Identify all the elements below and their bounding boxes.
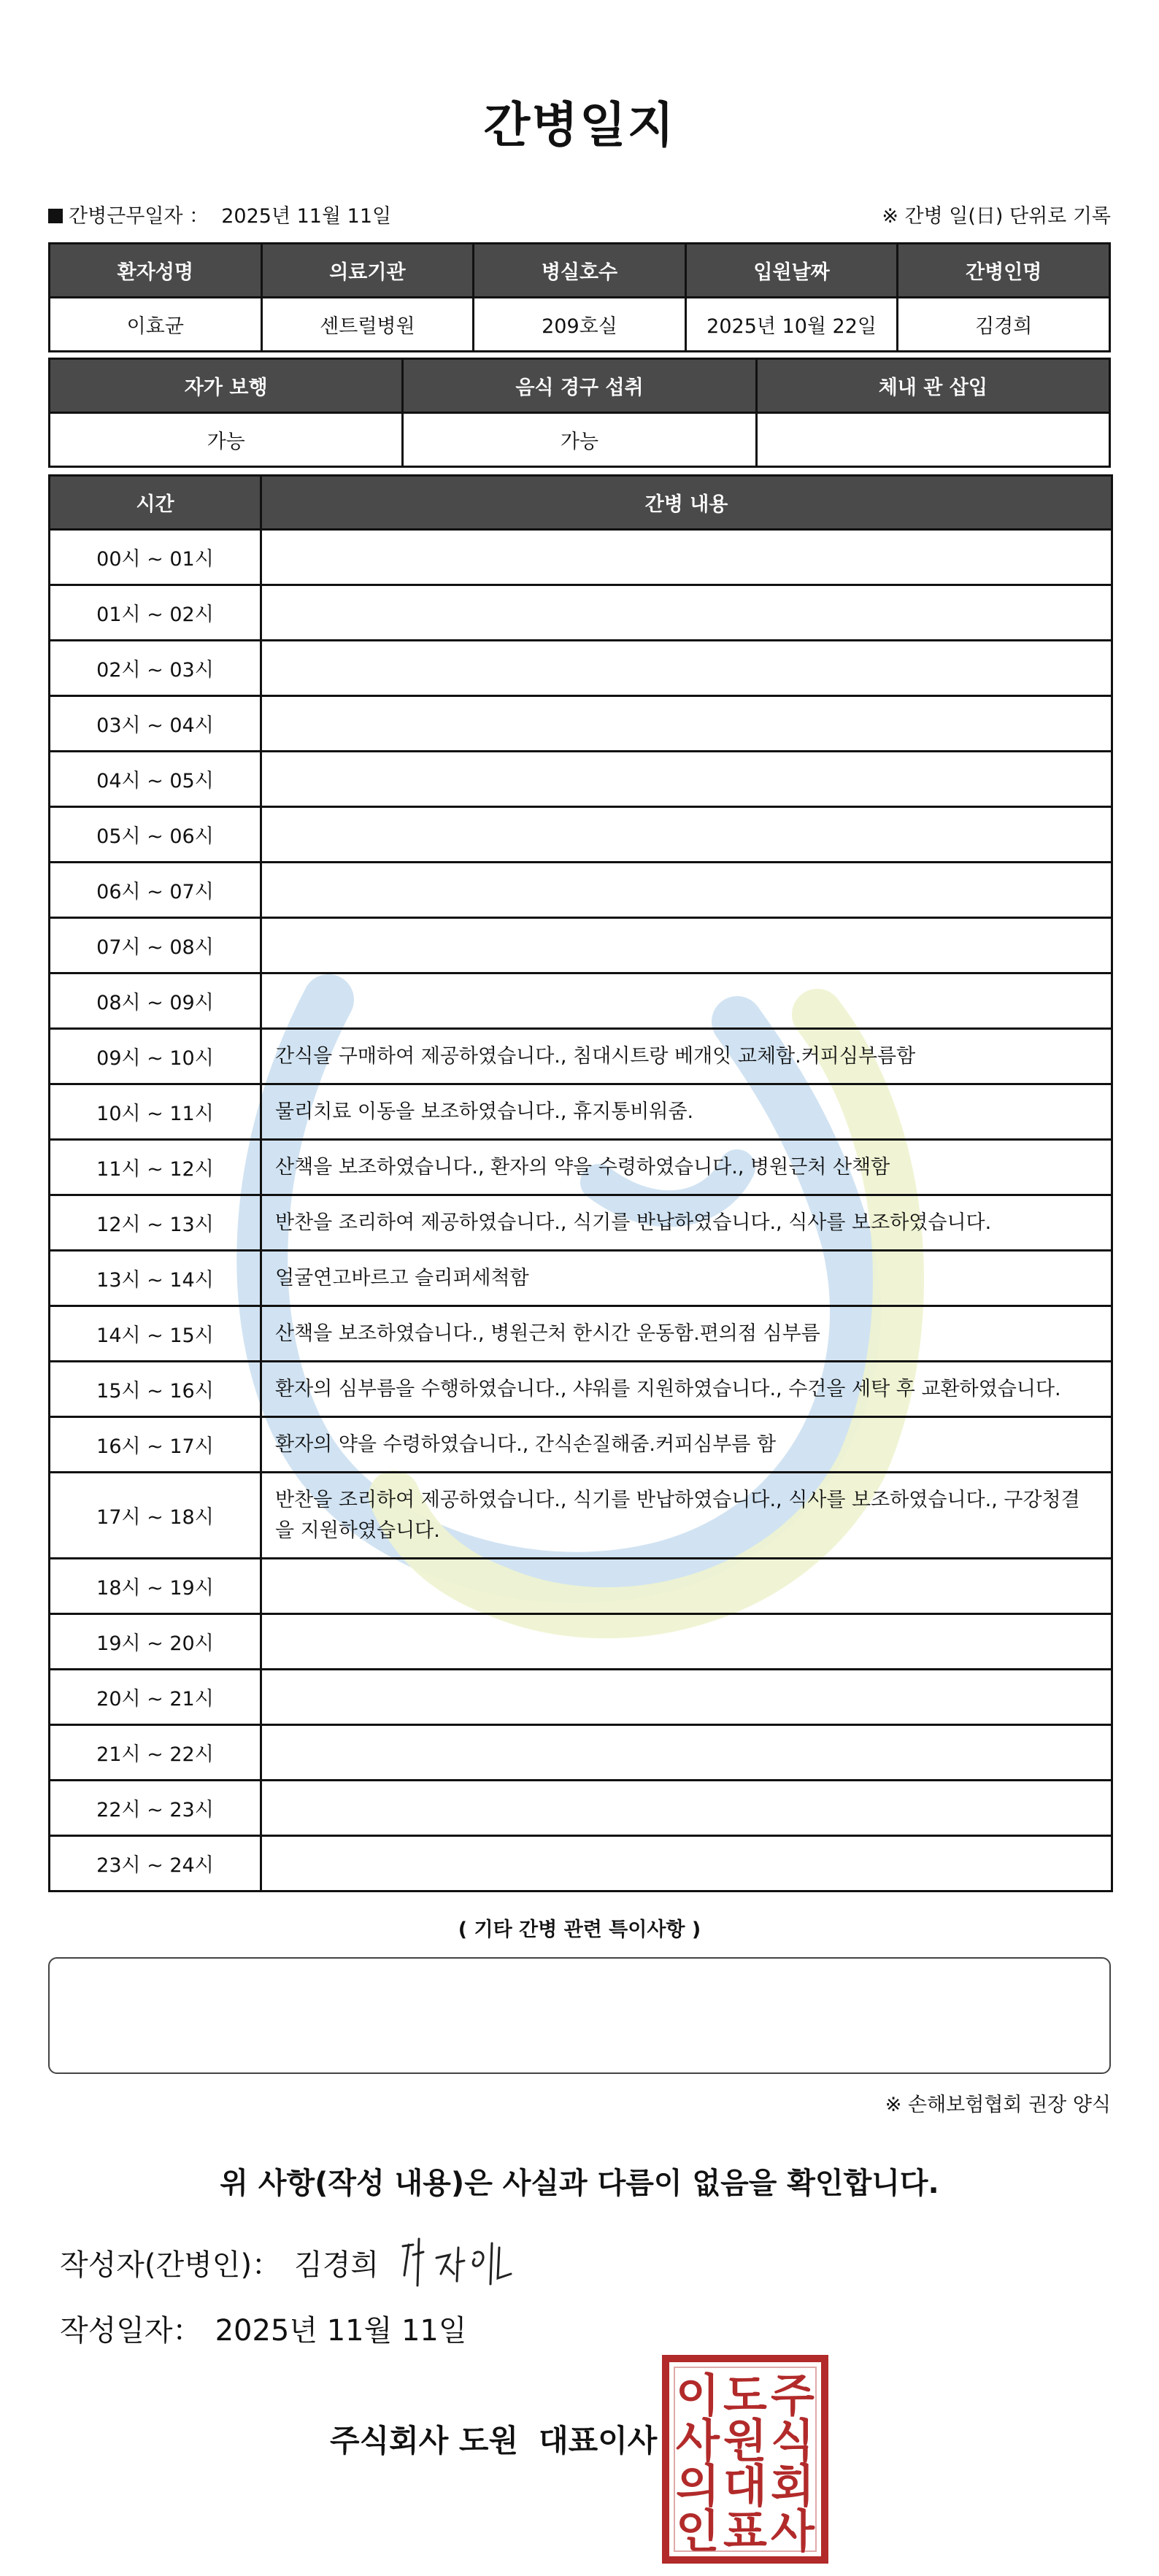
care-log-row — [50, 1362, 1112, 1417]
work-date-line — [48, 200, 391, 228]
care-log-row — [50, 1781, 1112, 1836]
ability-header-row — [50, 359, 1110, 413]
care-time-cell: 04시 ~ 05시 — [50, 752, 261, 807]
work-date-value: 2025년 11월 11일 — [221, 205, 392, 228]
header-room: 병실호수 — [474, 244, 686, 298]
care-time-cell: 14시 ~ 15시 — [50, 1306, 261, 1362]
care-time-cell: 17시 ~ 18시 — [50, 1473, 261, 1559]
handwritten-signature — [394, 2233, 525, 2291]
value-tube-insertion — [756, 413, 1109, 467]
seal-character: 대 — [723, 2459, 767, 2513]
care-time-cell: 11시 ~ 12시 — [50, 1140, 261, 1195]
page-title: 간병일지 — [483, 97, 676, 153]
writer-line — [60, 2242, 379, 2283]
care-time-cell: 01시 ~ 02시 — [50, 585, 261, 641]
seal-character: 식 — [771, 2414, 815, 2467]
written-date-value: 2025년 11월 11일 — [215, 2314, 467, 2348]
patient-info-header-row — [50, 244, 1110, 298]
header-hospital: 의료기관 — [261, 244, 474, 298]
care-log-row — [50, 1306, 1112, 1362]
care-log-rows — [50, 530, 1112, 1891]
care-content-cell: 간식을 구매하여 제공하였습니다., 침대시트랑 베개잇 교체함.커피심부름함 — [261, 1029, 1112, 1084]
care-time-cell: 16시 ~ 17시 — [50, 1417, 261, 1473]
care-content-cell — [261, 807, 1112, 863]
care-time-cell: 08시 ~ 09시 — [50, 973, 261, 1029]
value-oral-intake: 가능 — [403, 413, 756, 467]
care-log-row — [50, 1084, 1112, 1140]
care-log-row — [50, 1614, 1112, 1670]
company-name: 주식회사 도원 — [330, 2423, 519, 2459]
care-log-row — [50, 1140, 1112, 1195]
care-content-cell — [261, 530, 1112, 585]
care-log-row — [50, 918, 1112, 973]
written-date-label: 작성일자： — [60, 2314, 202, 2348]
care-log-row — [50, 1836, 1112, 1891]
care-log-row — [50, 696, 1112, 752]
writer-name: 김경희 — [294, 2248, 379, 2282]
header-admission-date: 입원날짜 — [685, 244, 898, 298]
square-bullet-icon — [48, 209, 63, 223]
representative-title: 대표이사 — [539, 2423, 658, 2459]
care-content-cell — [261, 585, 1112, 641]
care-log-row — [50, 641, 1112, 696]
care-log-row — [50, 863, 1112, 918]
seal-character: 원 — [723, 2414, 767, 2467]
header-caregiver-name: 간병인명 — [898, 244, 1110, 298]
care-content-cell: 물리치료 이동을 보조하였습니다., 휴지통비워줌. — [261, 1084, 1112, 1140]
care-log-row — [50, 1725, 1112, 1781]
care-time-cell: 09시 ~ 10시 — [50, 1029, 261, 1084]
value-self-walking: 가능 — [50, 413, 403, 467]
care-time-cell: 21시 ~ 22시 — [50, 1725, 261, 1781]
care-content-cell — [261, 641, 1112, 696]
care-log-row — [50, 1195, 1112, 1251]
value-admission-date: 2025년 10월 22일 — [685, 298, 898, 352]
care-content-cell — [261, 1725, 1112, 1781]
care-log-row — [50, 1029, 1112, 1084]
patient-ability-table — [48, 358, 1111, 468]
value-hospital: 센트럴병원 — [261, 298, 474, 352]
care-log-row — [50, 530, 1112, 585]
care-content-cell — [261, 863, 1112, 918]
ability-value-row — [50, 413, 1110, 467]
special-notes-heading: ( 기타 간병 관련 특이사항 ) — [458, 1918, 701, 1941]
seal-character: 표 — [723, 2504, 767, 2558]
seal-character: 도 — [723, 2369, 767, 2422]
work-date-label: 간병근무일자 ： — [69, 205, 209, 228]
care-content-cell — [261, 696, 1112, 752]
care-content-cell — [261, 1836, 1112, 1891]
care-log-row — [50, 1559, 1112, 1614]
header-time: 시간 — [50, 476, 261, 530]
patient-info-table — [48, 242, 1111, 352]
care-time-cell: 12시 ~ 13시 — [50, 1195, 261, 1251]
header-self-walking: 자가 보행 — [50, 359, 403, 413]
value-room: 209호실 — [474, 298, 686, 352]
care-content-cell: 산책을 보조하였습니다., 환자의 약을 수령하였습니다., 병원근처 산책함 — [261, 1140, 1112, 1195]
care-content-cell: 반찬을 조리하여 제공하였습니다., 식기를 반납하였습니다., 식사를 보조하였습니다., 구강청결을 지원하였습니다. — [261, 1473, 1112, 1559]
seal-character: 사 — [771, 2504, 815, 2558]
care-content-cell: 환자의 약을 수령하였습니다., 간식손질해줌.커피심부름 함 — [261, 1417, 1112, 1473]
care-log-row — [50, 1417, 1112, 1473]
header-patient-name: 환자성명 — [50, 244, 262, 298]
seal-character: 사 — [676, 2414, 720, 2467]
seal-character: 의 — [676, 2459, 720, 2513]
care-log-table — [48, 474, 1113, 1892]
seal-character: 회 — [771, 2459, 815, 2513]
header-tube-insertion: 체내 관 삽입 — [756, 359, 1109, 413]
care-content-cell: 산책을 보조하였습니다., 병원근처 한시간 운동함.편의점 심부름 — [261, 1306, 1112, 1362]
value-patient-name: 이효균 — [50, 298, 262, 352]
care-log-row — [50, 1670, 1112, 1725]
seal-character: 인 — [676, 2504, 720, 2558]
care-time-cell: 23시 ~ 24시 — [50, 1836, 261, 1891]
care-content-cell — [261, 1614, 1112, 1670]
care-content-cell — [261, 973, 1112, 1029]
care-time-cell: 15시 ~ 16시 — [50, 1362, 261, 1417]
care-time-cell: 22시 ~ 23시 — [50, 1781, 261, 1836]
care-log-row — [50, 585, 1112, 641]
meta-row — [48, 200, 1111, 229]
company-seal-stamp — [661, 2354, 829, 2564]
care-log-row — [50, 807, 1112, 863]
care-log-header-row — [50, 476, 1112, 530]
care-content-cell: 얼굴연고바르고 슬리퍼세척함 — [261, 1251, 1112, 1306]
care-content-cell — [261, 918, 1112, 973]
care-content-cell: 반찬을 조리하여 제공하였습니다., 식기를 반납하였습니다., 식사를 보조하였습니다. — [261, 1195, 1112, 1251]
care-content-cell: 환자의 심부름을 수행하였습니다., 샤워를 지원하였습니다., 수건을 세탁 후 교환하였습니다. — [261, 1362, 1112, 1417]
care-time-cell: 13시 ~ 14시 — [50, 1251, 261, 1306]
seal-character: 이 — [676, 2369, 720, 2422]
care-time-cell: 03시 ~ 04시 — [50, 696, 261, 752]
patient-info-value-row — [50, 298, 1110, 352]
care-log-row — [50, 1473, 1112, 1559]
care-content-cell — [261, 1781, 1112, 1836]
care-time-cell: 00시 ~ 01시 — [50, 530, 261, 585]
care-log-row — [50, 973, 1112, 1029]
care-time-cell: 20시 ~ 21시 — [50, 1670, 261, 1725]
special-notes-box — [48, 1957, 1111, 2074]
daily-record-note: ※ 간병 일(日) 단위로 기록 — [882, 205, 1111, 228]
care-time-cell: 05시 ~ 06시 — [50, 807, 261, 863]
header-care-content: 간병 내용 — [261, 476, 1112, 530]
header-oral-intake: 음식 경구 섭취 — [403, 359, 756, 413]
care-time-cell: 06시 ~ 07시 — [50, 863, 261, 918]
recommended-form-note: ※ 손해보험협회 권장 양식 — [885, 2094, 1111, 2116]
care-content-cell — [261, 1670, 1112, 1725]
value-caregiver-name: 김경희 — [898, 298, 1110, 352]
care-time-cell: 07시 ~ 08시 — [50, 918, 261, 973]
care-content-cell — [261, 1559, 1112, 1614]
confirmation-statement: 위 사항(작성 내용)은 사실과 다름이 없음을 확인합니다. — [220, 2167, 939, 2200]
written-date-line — [60, 2307, 467, 2349]
care-content-cell — [261, 752, 1112, 807]
company-line — [330, 2417, 657, 2461]
care-time-cell: 10시 ~ 11시 — [50, 1084, 261, 1140]
care-time-cell: 19시 ~ 20시 — [50, 1614, 261, 1670]
seal-character: 주 — [771, 2369, 815, 2422]
care-log-row — [50, 752, 1112, 807]
care-log-row — [50, 1251, 1112, 1306]
care-time-cell: 18시 ~ 19시 — [50, 1559, 261, 1614]
care-time-cell: 02시 ~ 03시 — [50, 641, 261, 696]
writer-label: 작성자(간병인)： — [60, 2248, 282, 2282]
